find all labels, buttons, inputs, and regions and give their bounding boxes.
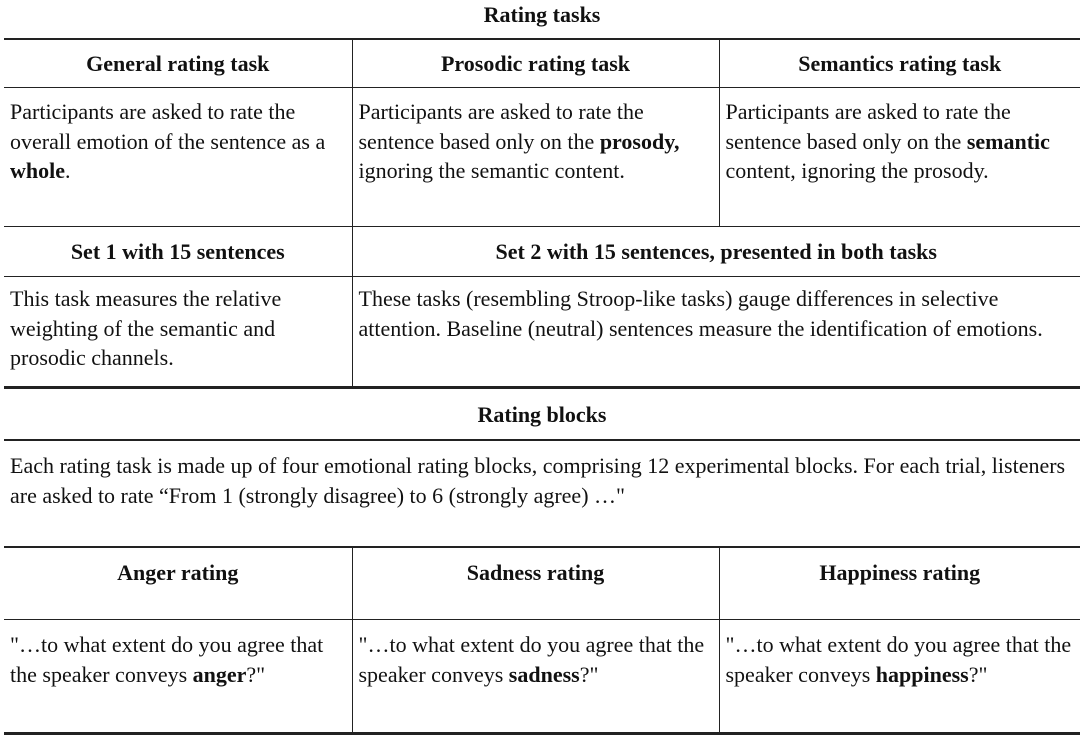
happiness-rating-header: Happiness rating xyxy=(719,548,1080,620)
set2-header: Set 2 with 15 sentences, presented in both tasks xyxy=(352,227,1080,277)
task-header-row xyxy=(4,40,1080,88)
general-task-description: Participants are asked to rate the overall emotion of the sentence as a whole. xyxy=(4,88,352,227)
anger-question: "…to what extent do you agree that the speaker conveys anger?" xyxy=(4,620,352,732)
emotion-question-row xyxy=(4,620,1080,732)
sadness-rating-header: Sadness rating xyxy=(352,548,719,620)
emotion-ratings-table xyxy=(4,548,1080,732)
anger-rating-header: Anger rating xyxy=(117,559,239,585)
sadness-question: "…to what extent do you agree that the speaker conveys sadness?" xyxy=(352,620,719,732)
prosodic-task-header: Prosodic rating task xyxy=(352,40,719,88)
set1-description: This task measures the relative weighting of the semantic and prosodic channels. xyxy=(4,277,352,387)
set2-description: These tasks (resembling Stroop-like tasks) gauge differences in selective attention. Baseline (neutral) sentences measure the identification of emotions. xyxy=(352,277,1080,387)
general-task-header: General rating task xyxy=(86,50,270,76)
rating-blocks-title: Rating blocks xyxy=(477,402,607,427)
blocks-title-rule xyxy=(4,439,1080,441)
set-description-row xyxy=(4,277,1080,387)
set-header-row xyxy=(4,227,1080,277)
task-description-row xyxy=(4,88,1080,227)
set1-header: Set 1 with 15 sentences xyxy=(4,227,352,277)
happiness-question: "…to what extent do you agree that the speaker conveys happiness?" xyxy=(719,620,1080,732)
rating-blocks-paragraph: Each rating task is made up of four emotional rating blocks, comprising 12 experimental blocks. For each trial, listeners are asked to rate “From 1 (strongly disagree) to 6 (strongly agree) …" xyxy=(10,453,1066,508)
section-divider xyxy=(4,386,1080,389)
rating-tasks-table xyxy=(4,40,1080,387)
semantics-task-header: Semantics rating task xyxy=(719,40,1080,88)
rating-tasks-title: Rating tasks xyxy=(483,2,601,27)
semantics-task-description: Participants are asked to rate the sentence based only on the semantic content, ignoring the prosody. xyxy=(719,88,1080,227)
prosodic-task-description: Participants are asked to rate the sentence based only on the prosody, ignoring the semantic content. xyxy=(352,88,719,227)
emotion-header-row xyxy=(4,548,1080,620)
bottom-rule xyxy=(4,732,1080,735)
